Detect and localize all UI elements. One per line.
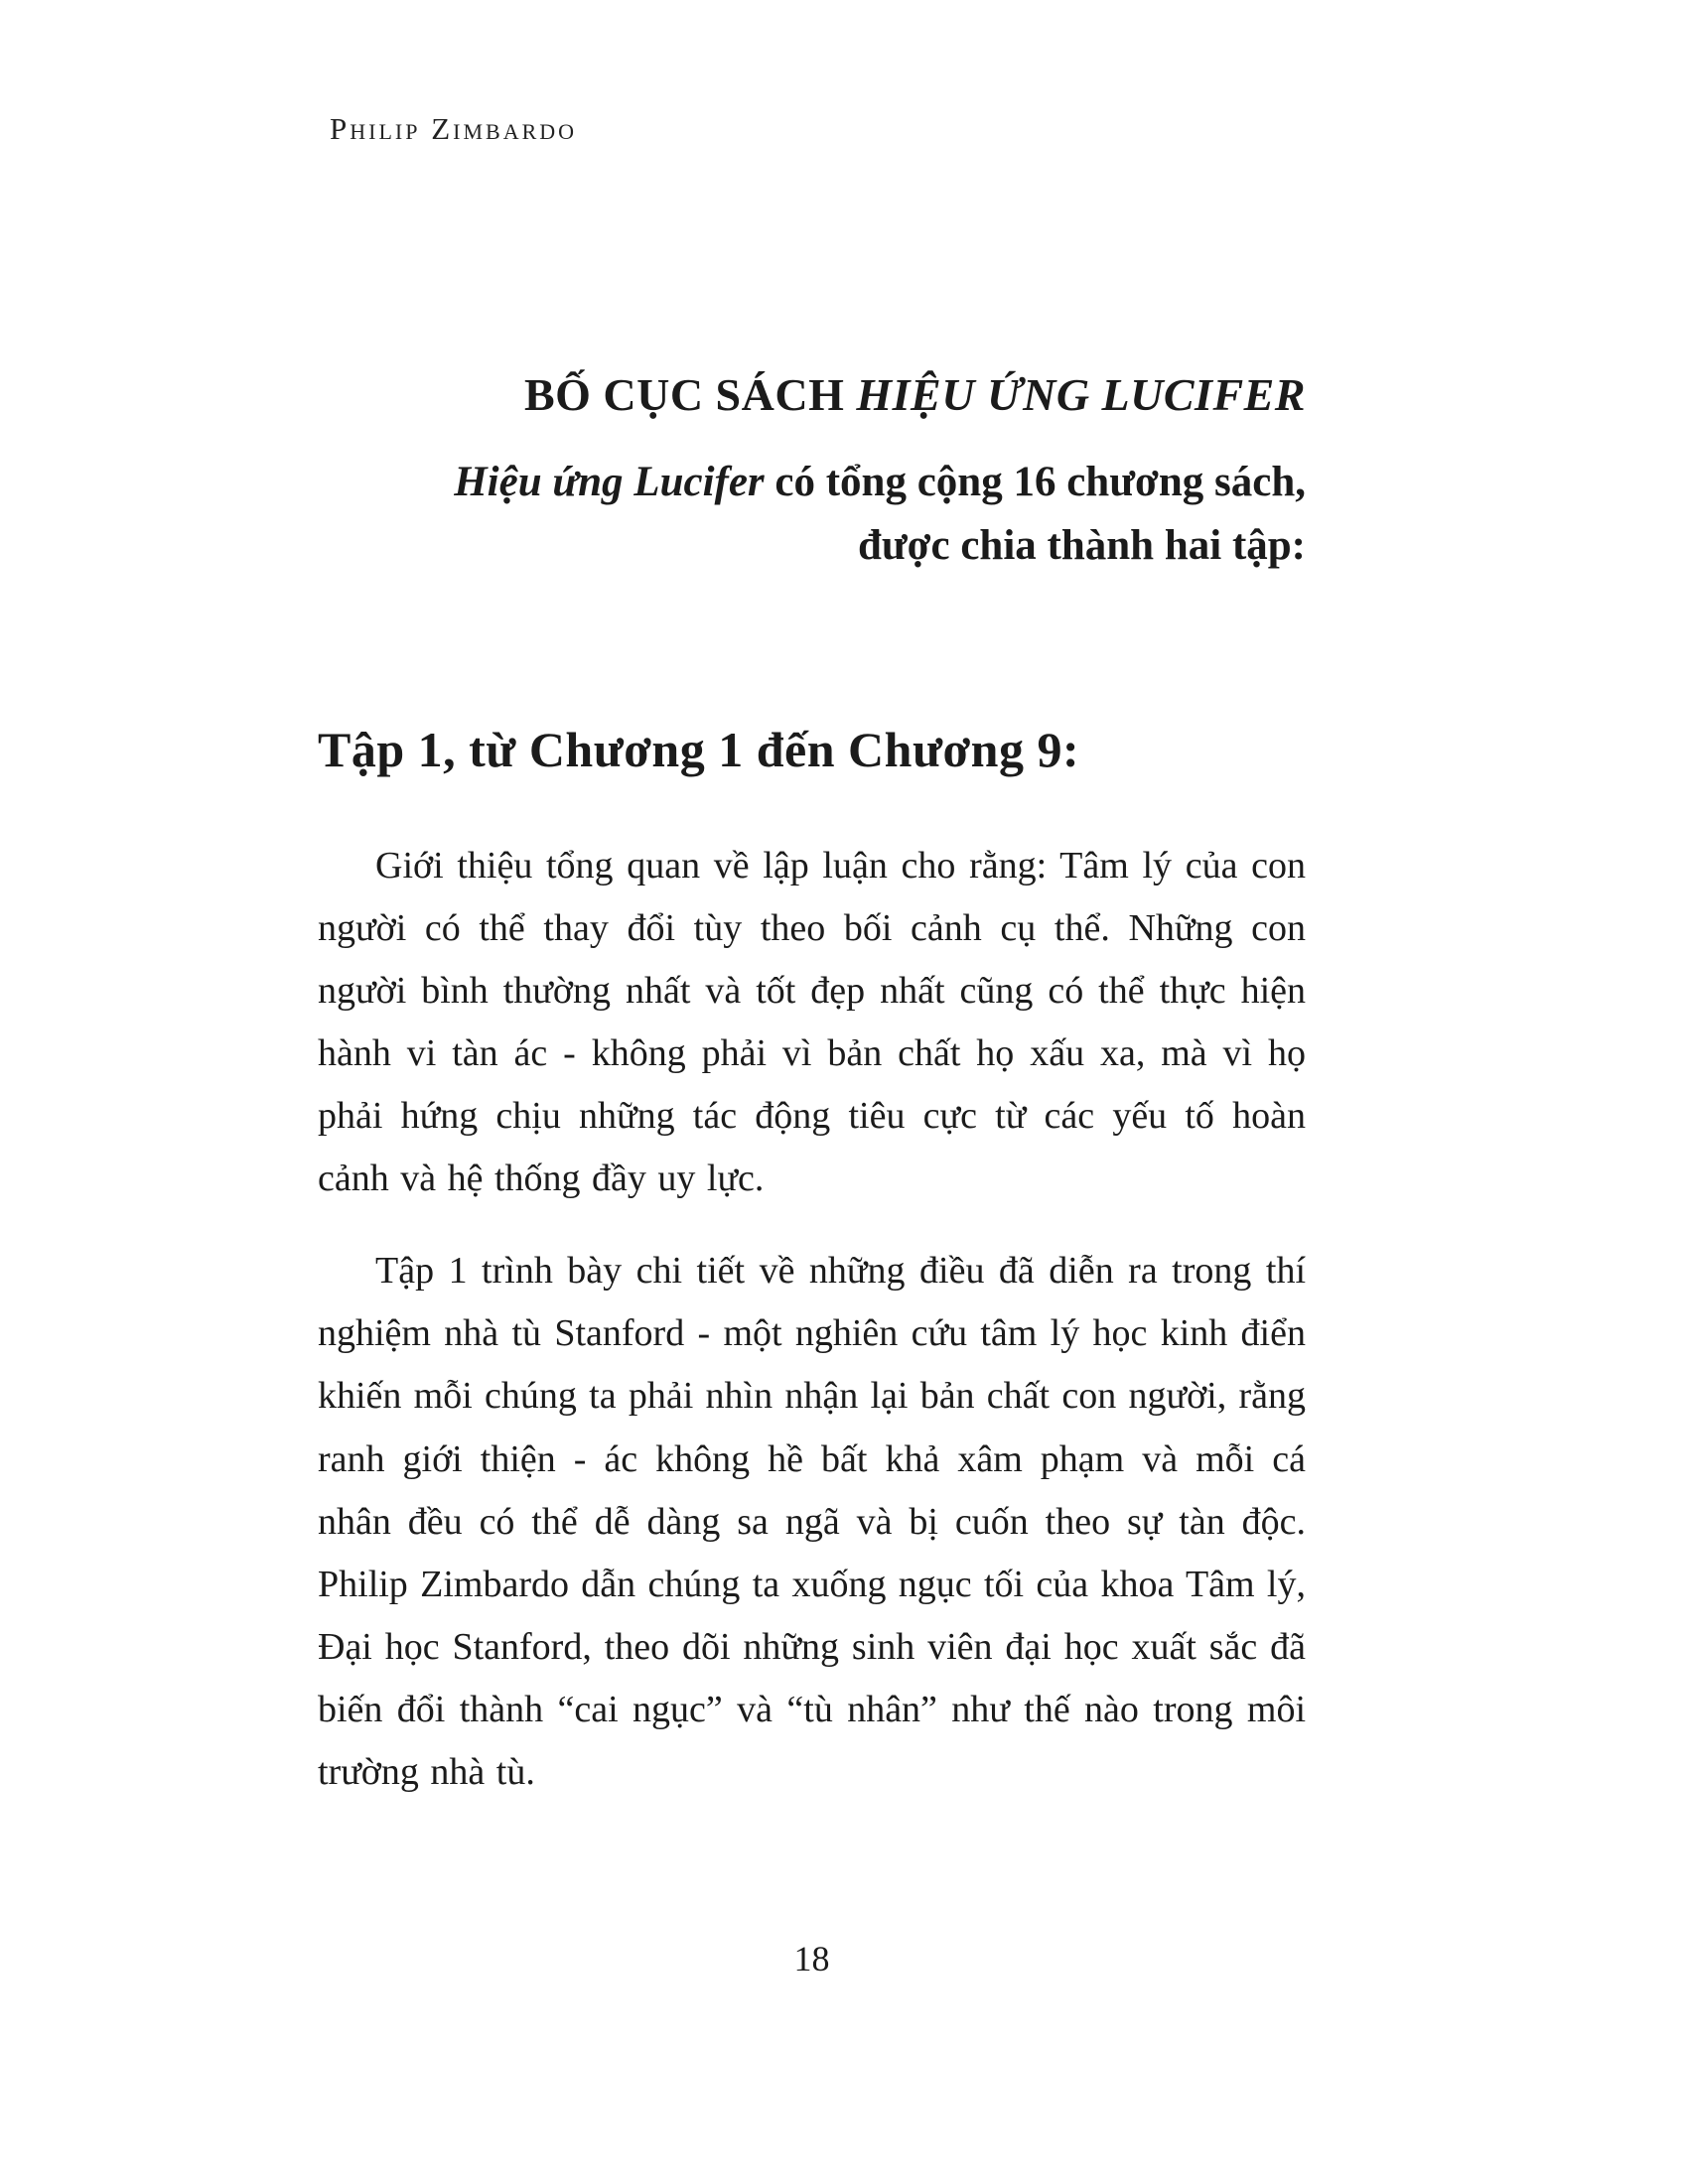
page-number: 18 bbox=[793, 1939, 830, 1979]
chapter-subtitle-line2: được chia thành hai tập: bbox=[857, 522, 1306, 570]
chapter-subtitle-rest: có tổng cộng 16 chương sách, bbox=[764, 458, 1306, 505]
section-title: Tập 1, từ Chương 1 đến Chương 9: bbox=[318, 721, 1080, 777]
chapter-subtitle bbox=[318, 451, 1306, 579]
chapter-title bbox=[318, 365, 1306, 425]
body-paragraph-2: Tập 1 trình bày chi tiết về những điều đã diễn ra trong thí nghiệm nhà tù Stanford - một nghiên cứu tâm lý học kinh điển khiến mỗi chúng ta phải nhìn nhận lại bản chất con người, rằng ranh giới thiện - ác không hề bất khả xâm phạm và mỗi cá nhân đều có thể dễ dàng sa ngã và bị cuốn theo sự tàn độc. Philip Zimbardo dẫn chúng ta xuống ngục tối của khoa Tâm lý, Đại học Stanford, theo dõi những sinh viên đại học xuất sắc đã biến đổi thành “cai ngục” và “tù nhân” như thế nào trong môi trường nhà tù. bbox=[318, 1250, 1306, 1793]
running-header-author: Philip Zimbardo bbox=[330, 111, 578, 146]
body-paragraph-1: Giới thiệu tổng quan về lập luận cho rằng: Tâm lý của con người có thể thay đổi tùy theo bối cảnh cụ thể. Những con người bình thường nhất và tốt đẹp nhất cũng có thể thực hiện hành vi tàn ác - không phải vì bản chất họ xấu xa, mà vì họ phải hứng chịu những tác động tiêu cực từ các yếu tố hoàn cảnh và hệ thống đầy uy lực. bbox=[318, 844, 1306, 1200]
text-column bbox=[318, 365, 1306, 1834]
chapter-title-regular: BỐ CỤC SÁCH bbox=[523, 369, 857, 420]
chapter-title-italic: HIỆU ỨNG LUCIFER bbox=[856, 369, 1306, 420]
chapter-subtitle-italic: Hiệu ứng Lucifer bbox=[454, 458, 765, 505]
